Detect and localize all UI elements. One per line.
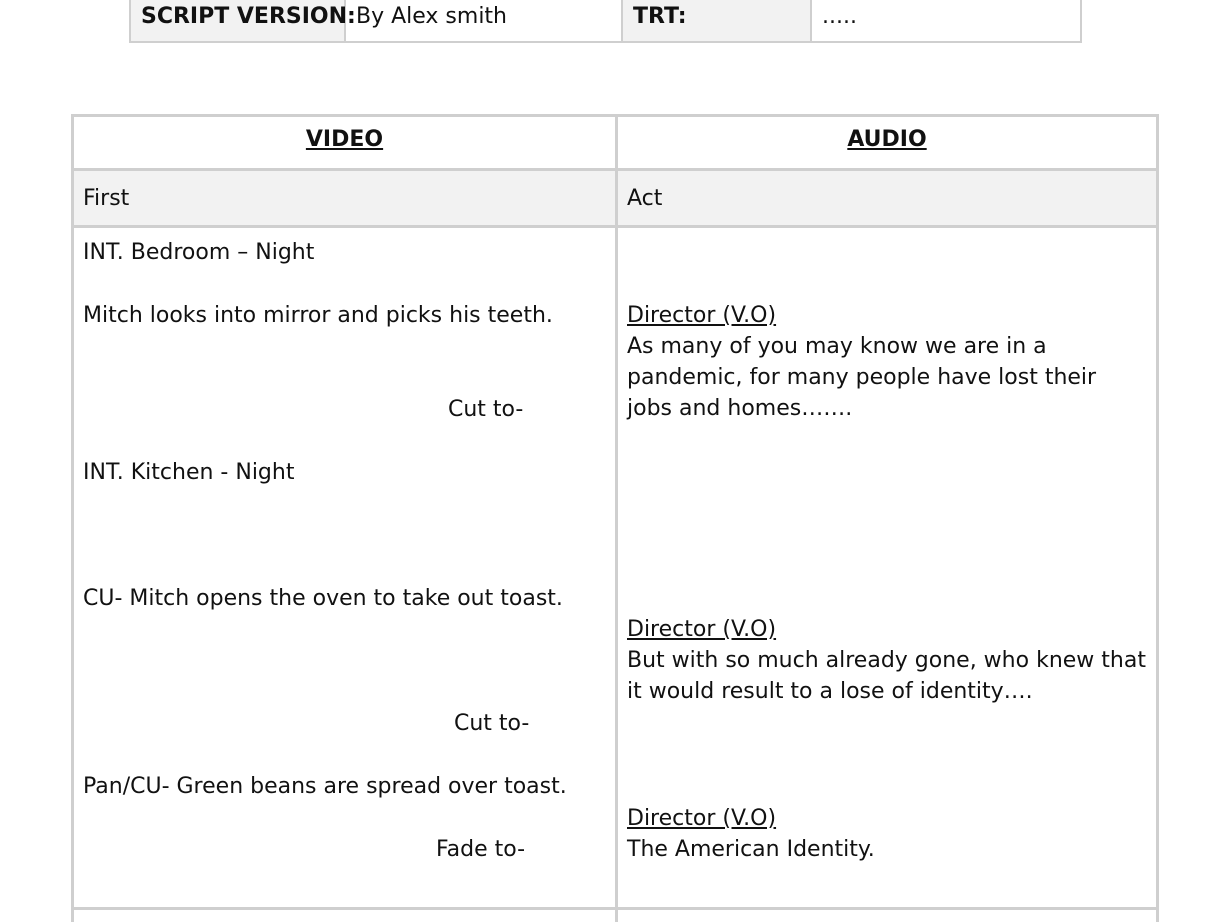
script-info-table xyxy=(129,0,1082,43)
column-divider xyxy=(615,117,618,922)
scene-action: Mitch looks into mirror and picks his teeth. xyxy=(83,303,553,328)
transition: Cut to- xyxy=(454,711,530,736)
dialogue-line: As many of you may know we are in a pandemic, for many people have lost their jobs and homes……. xyxy=(627,334,1097,421)
script-version-label: SCRIPT VERSION: xyxy=(131,0,346,41)
speaker-label: Director (V.O) xyxy=(627,806,777,831)
transition: Fade to- xyxy=(436,837,526,862)
speaker-label: Director (V.O) xyxy=(627,617,777,642)
scene-action: Pan/CU- Green beans are spread over toast. xyxy=(83,774,567,799)
trt-label: TRT: xyxy=(623,0,812,41)
trt-value: ..... xyxy=(822,4,857,29)
video-column-heading: VIDEO xyxy=(305,127,384,152)
audio-column-heading: AUDIO xyxy=(847,127,927,152)
scene-heading: INT. Kitchen - Night xyxy=(83,460,295,485)
dialogue-line: But with so much already gone, who knew that it would result to a lose of identity…. xyxy=(627,648,1146,704)
av-script-table xyxy=(71,114,1159,922)
act-row-audio-cell: Act xyxy=(627,186,663,211)
scene-action: CU- Mitch opens the oven to take out toast. xyxy=(83,586,563,611)
transition: Cut to- xyxy=(448,397,524,422)
scene-heading: INT. Bedroom – Night xyxy=(83,240,315,265)
speaker-label: Director (V.O) xyxy=(627,303,777,328)
act-row-video-cell: First xyxy=(83,186,130,211)
dialogue-line: The American Identity. xyxy=(627,837,875,862)
script-version-value: By Alex smith xyxy=(346,0,623,41)
